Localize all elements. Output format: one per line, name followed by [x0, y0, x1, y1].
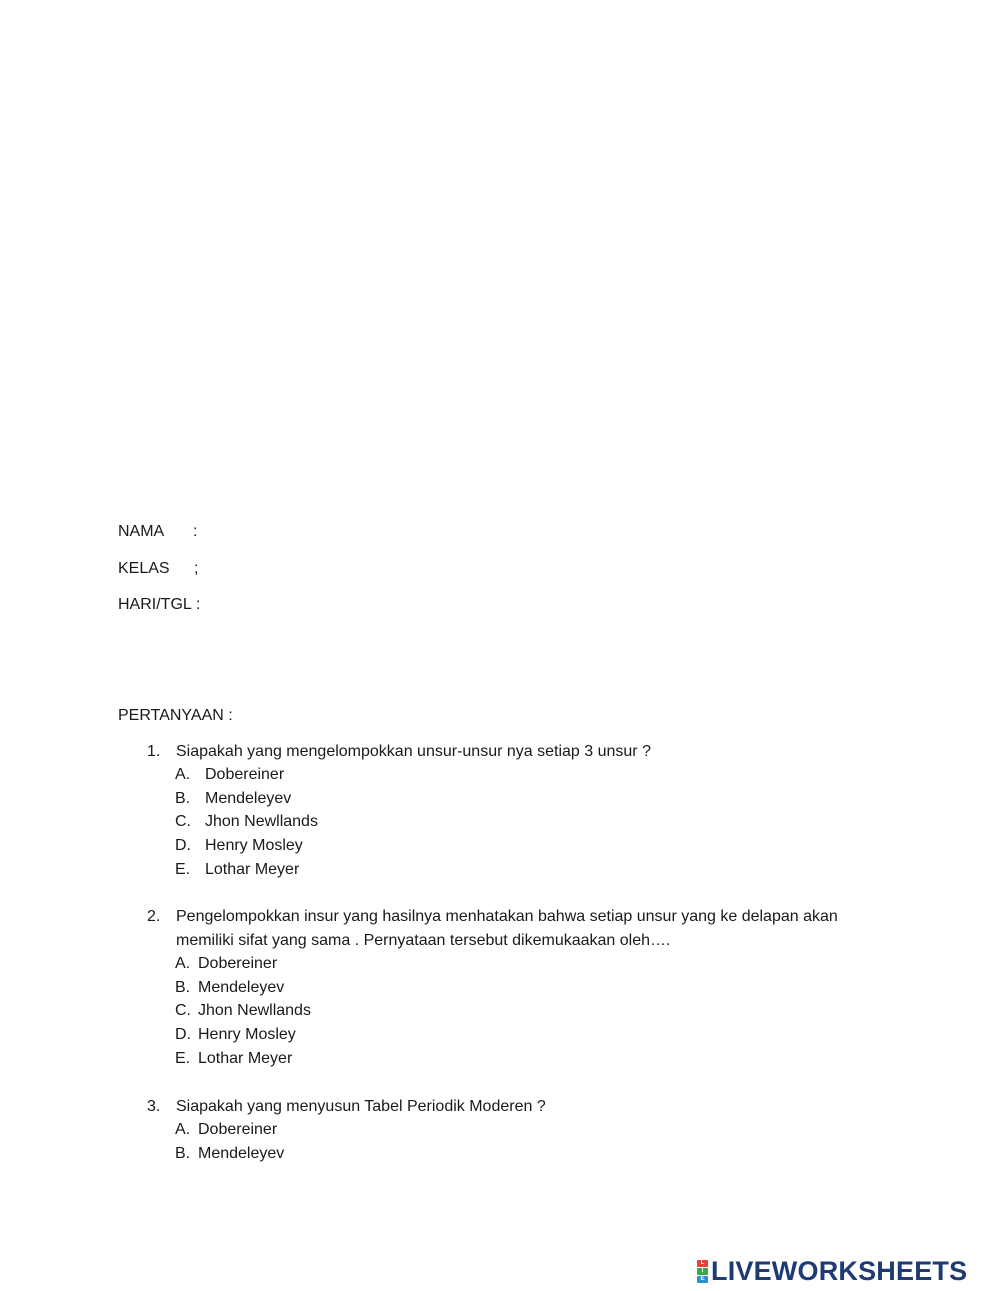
option-text: Henry Mosley — [198, 1026, 296, 1044]
field-hari-tgl-label: HARI/TGL — [118, 596, 192, 613]
field-kelas-label: KELAS — [118, 560, 170, 577]
option-letter: E. — [175, 860, 191, 878]
option-letter: A. — [175, 1121, 191, 1138]
option-text: Jhon Newllands — [198, 1002, 311, 1020]
liveworksheets-logo[interactable] — [697, 1256, 967, 1286]
option-letter: C. — [175, 813, 191, 831]
option-letter: B. — [175, 789, 191, 807]
field-nama-label: NAMA — [118, 523, 165, 540]
question-text: Pengelompokkan insur yang hasilnya menhatakan bahwa setiap unsur yang ke delapan akan memiliki sifat yang sama . Pernyataan tersebut dikemukaakan oleh…. — [176, 908, 838, 949]
option-letter: D. — [175, 1026, 191, 1044]
option-text: Dobereiner — [205, 766, 285, 783]
logo-block: L — [697, 1260, 708, 1267]
option-text: Mendeleyev — [198, 1144, 285, 1162]
option-text: Mendeleyev — [205, 789, 292, 807]
option-text: Lothar Meyer — [198, 1049, 293, 1067]
field-hari-tgl-separator: : — [196, 596, 201, 613]
logo-blocks-icon — [697, 1260, 708, 1283]
option-letter: B. — [175, 978, 191, 996]
field-nama — [118, 522, 198, 542]
logo-block: E — [697, 1276, 708, 1283]
field-hari-tgl — [118, 595, 201, 615]
field-nama-separator: : — [193, 523, 198, 540]
option-text: Dobereiner — [198, 1121, 278, 1138]
option-letter: B. — [175, 1144, 191, 1162]
question-text: Siapakah yang mengelompokkan unsur-unsur nya setiap 3 unsur ? — [176, 743, 651, 760]
option-text: Dobereiner — [198, 955, 278, 972]
option-letter: D. — [175, 837, 191, 855]
logo-block: I — [697, 1268, 708, 1275]
question-number: 3. — [147, 1098, 161, 1115]
option-text: Lothar Meyer — [205, 860, 300, 878]
option-letter: C. — [175, 1002, 191, 1020]
logo-text: LIVEWORKSHEETS — [711, 1255, 968, 1286]
section-heading: PERTANYAAN : — [118, 707, 233, 724]
option-text: Mendeleyev — [198, 978, 285, 996]
option-text: Henry Mosley — [205, 837, 303, 855]
option-letter: A. — [175, 955, 191, 972]
field-kelas — [118, 559, 199, 579]
field-kelas-separator: ; — [194, 560, 199, 577]
option-letter: A. — [175, 766, 191, 783]
option-letter: E. — [175, 1049, 191, 1067]
question-text: Siapakah yang menyusun Tabel Periodik Moderen ? — [176, 1098, 546, 1115]
question-number: 2. — [147, 908, 161, 925]
option-text: Jhon Newllands — [205, 813, 318, 831]
question-number: 1. — [147, 743, 161, 760]
